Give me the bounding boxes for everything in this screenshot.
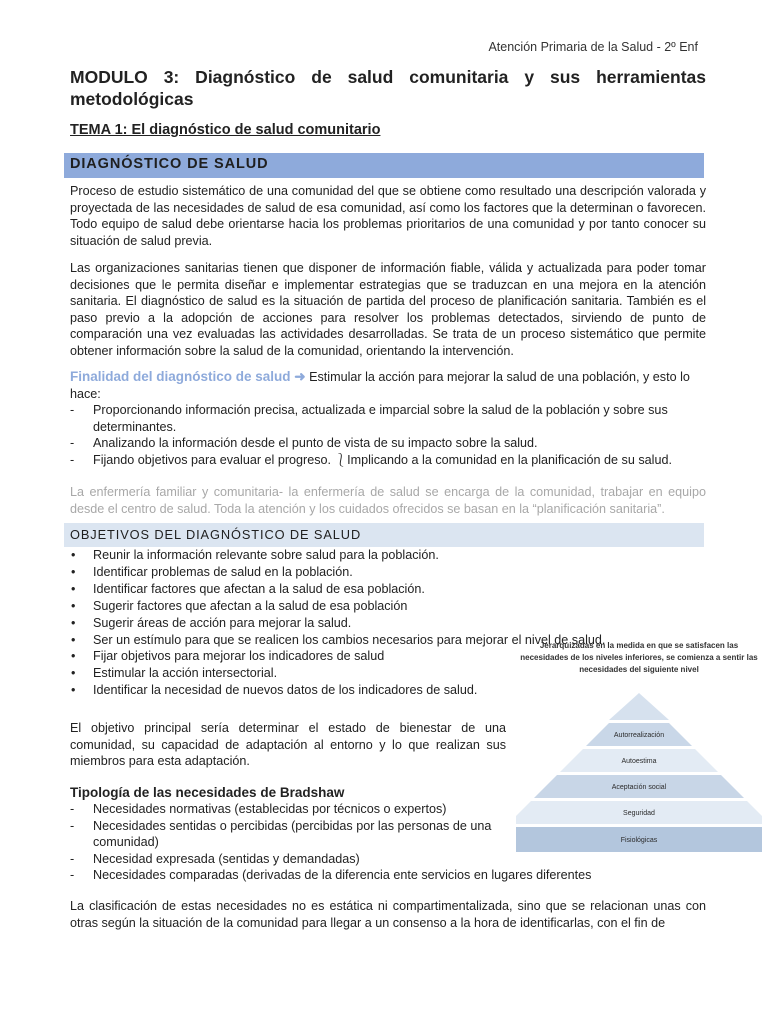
tema-title: TEMA 1: El diagnóstico de salud comunitario xyxy=(70,122,381,138)
pyramid-label: Autorrealización xyxy=(613,732,665,739)
list-item: • Ser un estímulo para que se realicen los cambios necesarios para mejorar el nivel de salud. xyxy=(70,632,706,649)
section-heading-label: DIAGNÓSTICO DE SALUD xyxy=(70,156,269,172)
pyramid-label: Fisiológicas xyxy=(620,837,658,844)
course-header: Atención Primaria de la Salud - 2º Enf xyxy=(488,40,698,54)
list-item: - Proporcionando información precisa, actualizada e imparcial sobre la salud de la población y sobre sus determinantes. xyxy=(70,402,706,435)
list-item: • Identificar la necesidad de nuevos datos de los indicadores de salud. xyxy=(70,682,706,699)
list-item: - Necesidades comparadas (derivadas de la diferencia ente servicios en lugares diferentes xyxy=(70,867,706,884)
closing-paragraph: La clasificación de estas necesidades no es estática ni compartimentalizada, sino que se relacionan unas con otras según la situación de la comunidad para llegar a un consenso a la hora de identificarlas, con el fin de xyxy=(70,899,706,930)
list-item: • Identificar factores que afectan a la salud de esa población. xyxy=(70,581,706,598)
list-item: - Analizando la información desde el punto de vista de su impacto sobre la salud. xyxy=(70,435,706,452)
list-item: - Fijando objetivos para evaluar el progreso. ⎱Implicando a la comunidad en la planificación de su salud. xyxy=(70,452,706,469)
list-item: • Sugerir factores que afectan a la salud de esa población xyxy=(70,598,706,615)
pyramid-label: Seguridad xyxy=(623,810,655,817)
bradshaw-title: Tipología de las necesidades de Bradshaw xyxy=(70,785,345,800)
list-item: • Sugerir áreas de acción para mejorar la salud. xyxy=(70,615,706,632)
finalidad-block xyxy=(70,369,706,468)
figure-caption: Jerarquizadas en la medida en que se satisfacen las necesidades de los niveles inferiores, se comienza a sentir las necesidades del siguiente nivel xyxy=(520,641,758,674)
list-item: • Identificar problemas de salud en la población. xyxy=(70,564,706,581)
section-heading-label: OBJETIVOS DEL DIAGNÓSTICO DE SALUD xyxy=(70,527,362,542)
list-item: - Necesidad expresada (sentidas y demandadas) xyxy=(70,851,706,868)
module-title: MODULO 3: Diagnóstico de salud comunitaria y sus herramientas metodológicas xyxy=(70,67,706,109)
pyramid-label: Aceptación social xyxy=(611,784,667,791)
pyramid-label: Autoestima xyxy=(621,758,657,765)
section-heading-objetivos xyxy=(64,523,704,547)
section-heading-diagnostico xyxy=(64,153,704,178)
maslow-pyramid-figure xyxy=(516,640,762,855)
list-item: - Necesidades sentidas o percibidas (percibidas por las personas de una comunidad) xyxy=(70,818,506,851)
paragraph-definition: Proceso de estudio sistemático de una comunidad del que se obtiene como resultado una descripción valorada y proyectada de las necesidades de salud de esa comunidad, así como los factores que la determinan o favorecen. Todo equipo de salud debe orientarse hacia los problemas prioritarios de una comunidad y por tanto conocer su situación de salud previa. xyxy=(70,184,706,248)
finalidad-text: Estimular la acción para mejorar la salud de una población, y esto lo hace: xyxy=(70,370,690,401)
pyramid-diagram xyxy=(516,690,762,855)
finalidad-list xyxy=(70,402,706,468)
gray-note: La enfermería familiar y comunitaria- la enfermería de salud se encarga de la comunidad, trabajar en equipo desde el centro de salud. Toda la atención y los cuidados ofrecidos se basan en la “planificación sanitaria”. xyxy=(70,485,706,516)
list-item: - Necesidades normativas (establecidas por técnicos o expertos) xyxy=(70,801,706,818)
list-item: • Reunir la información relevante sobre salud para la población. xyxy=(70,547,706,564)
objective-paragraph: El objetivo principal sería determinar el estado de bienestar de una comunidad, su capacidad de adaptación al entorno y lo que realizan sus miembros para esta adaptación. xyxy=(70,721,506,768)
list-item: • Fijar objetivos para mejorar los indicadores de salud xyxy=(70,648,706,665)
finalidad-heading: Finalidad del diagnóstico de salud xyxy=(70,369,295,384)
list-item: • Estimular la acción intersectorial. xyxy=(70,665,706,682)
paragraph-organizations: Las organizaciones sanitarias tienen que disponer de información fiable, válida y actualizada para poder tomar decisiones que le permita diseñar e implementar estrategias que se traduzcan en una mejora en la atención sanitaria. El diagnóstico de salud es la situación de partida del proceso de planificación sanitaria. También es el paso previo a la adopción de acciones para resolver los problemas detectados, sirviendo de punto de comparación una vez evaluadas las actividades desarrolladas. Se trata de un proceso sistemático que permite obtener información sobre la salud de la comunidad, orientando la intervención. xyxy=(70,261,706,358)
pyramid-tier-autorrealizacion xyxy=(609,693,669,720)
arrow-right-icon: ➜ xyxy=(294,369,306,384)
